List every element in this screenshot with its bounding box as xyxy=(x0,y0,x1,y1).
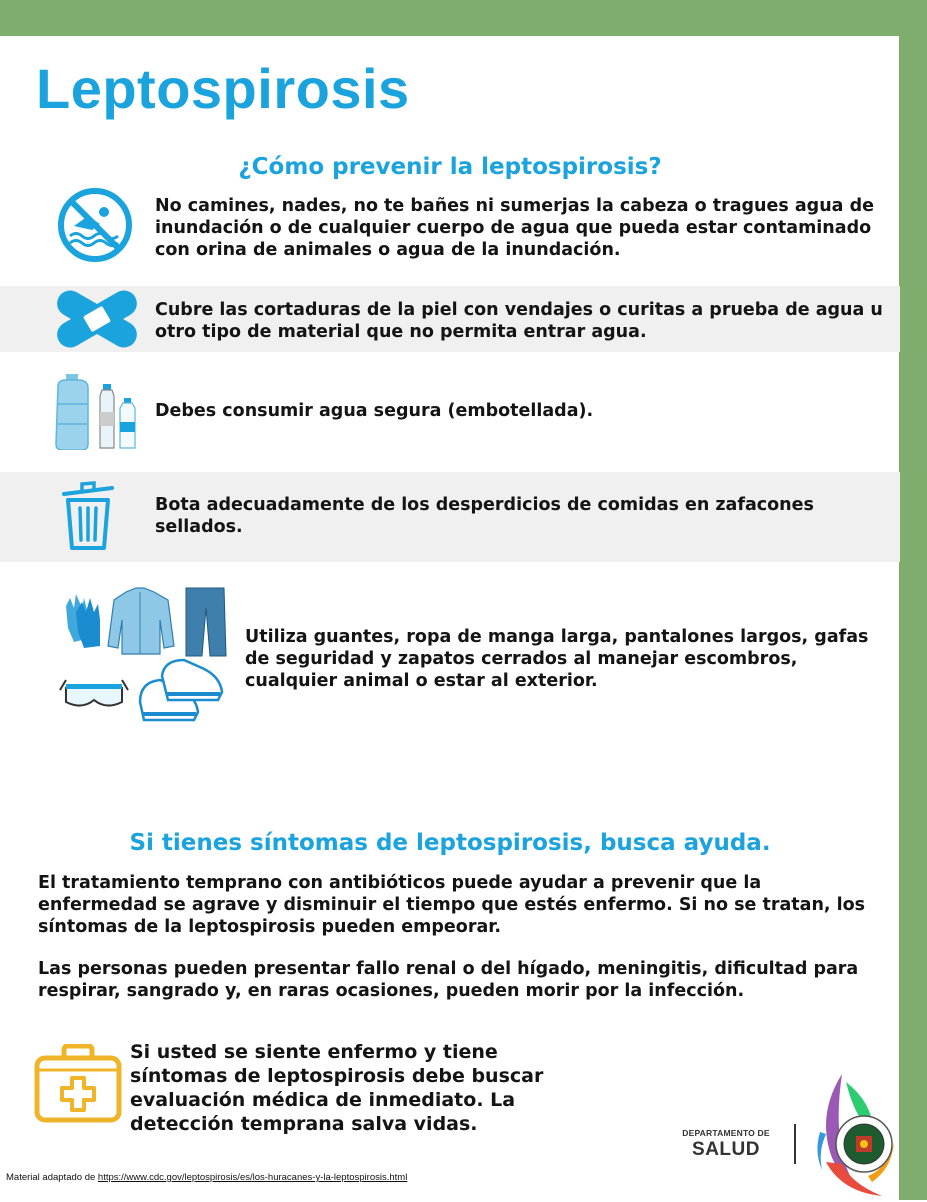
source-citation xyxy=(6,1172,407,1183)
department-line-2: SALUD xyxy=(692,1139,760,1160)
puerto-rico-seal-icon xyxy=(812,1072,898,1198)
symptoms-heading: Si tienes síntomas de leptospirosis, busca ayuda. xyxy=(129,830,771,856)
no-swimming-icon xyxy=(56,186,134,264)
first-aid-kit-icon xyxy=(34,1044,122,1124)
page-title: Leptospirosis xyxy=(36,57,410,120)
department-logo-text xyxy=(672,1128,780,1161)
water-bottles-icon xyxy=(54,374,146,450)
symptoms-paragraph-2: Las personas pueden presentar fallo renal o del hígado, meningitis, dificultad para respirar, sangrado y, en raras ocasiones, pueden morir por la infección. xyxy=(38,959,859,1001)
symptoms-paragraph-1: El tratamiento temprano con antibióticos puede ayudar a prevenir que la enfermedad se agrave y disminuir el tiempo que estés enfermo. Si no se tratan, los síntomas de la leptospirosis pueden empeorar. xyxy=(38,873,866,937)
prevention-item-5-text: Utiliza guantes, ropa de manga larga, pantalones largos, gafas de seguridad y zapatos cerrados al manejar escombros, cualquier animal o estar al exterior. xyxy=(245,627,869,691)
top-border xyxy=(0,0,927,36)
bandage-icon xyxy=(52,286,142,352)
protective-gear-icon xyxy=(56,584,232,732)
prevention-item-3-text: Debes consumir agua segura (embotellada). xyxy=(155,401,594,421)
seek-care-message: Si usted se siente enfermo y tiene síntomas de leptospirosis debe buscar evaluación médica de inmediato. La detección temprana salva vidas. xyxy=(130,1041,544,1135)
right-border xyxy=(899,0,927,1200)
cdc-source-link[interactable]: https://www.cdc.gov/leptospirosis/es/los-huracanes-y-la-leptospirosis.html xyxy=(97,1172,408,1183)
prevention-item-2-text: Cubre las cortaduras de la piel con vendajes o curitas a prueba de agua u otro tipo de material que no permita entrar agua. xyxy=(155,300,883,342)
trash-can-icon xyxy=(60,480,116,552)
prevention-item-4-text: Bota adecuadamente de los desperdicios de comidas en zafacones sellados. xyxy=(155,495,814,537)
prevention-heading: ¿Cómo prevenir la leptospirosis? xyxy=(238,154,662,180)
citation-prefix: Material adaptado de xyxy=(6,1172,98,1183)
logo-divider xyxy=(794,1124,796,1164)
department-line-1: DEPARTAMENTO DE xyxy=(682,1128,770,1138)
prevention-item-1-text: No camines, nades, no te bañes ni sumerjas la cabeza o tragues agua de inundación o de cualquier cuerpo de agua que pueda estar contaminado con orina de animales o agua de la inundación. xyxy=(155,196,874,260)
